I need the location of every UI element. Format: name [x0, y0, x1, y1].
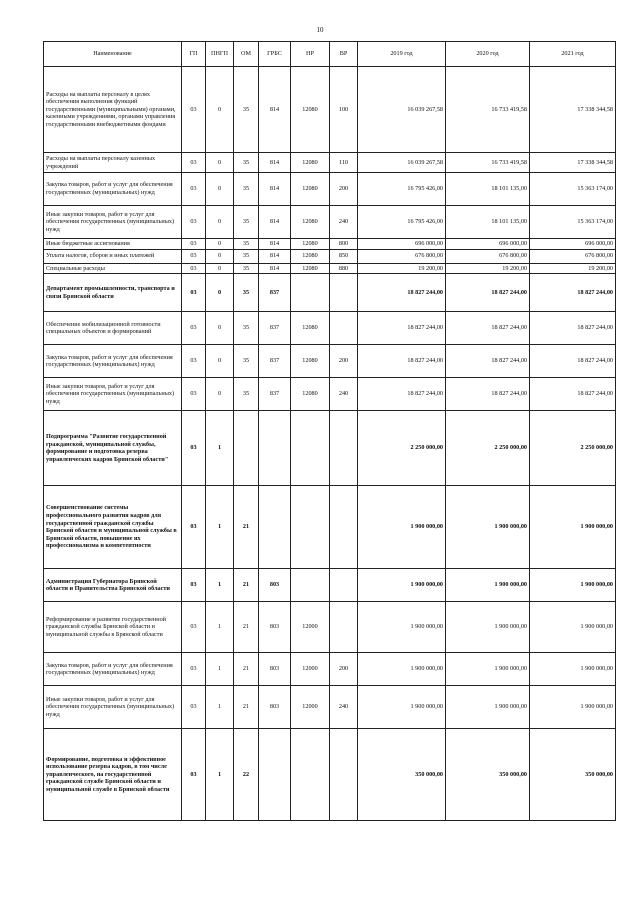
cell-grbs: 814: [259, 239, 291, 250]
cell-om: 35: [234, 206, 259, 239]
cell-vr: [330, 486, 358, 569]
cell-2020: 18 101 135,00: [446, 206, 530, 239]
table-row: [44, 602, 616, 653]
cell-vr: [330, 411, 358, 486]
cell-pngp: 1: [206, 569, 234, 602]
cell-grbs: 837: [259, 274, 291, 312]
page-number: 10: [316, 26, 324, 34]
cell-2019: 16 795 426,00: [358, 173, 446, 206]
cell-vr: 880: [330, 263, 358, 274]
cell-2020: 350 000,00: [446, 729, 530, 821]
cell-pngp: 1: [206, 653, 234, 686]
cell-nr: 12080: [291, 249, 330, 263]
cell-2019: 1 900 000,00: [358, 602, 446, 653]
cell-name: Иные закупки товаров, работ и услуг для обеспечения государственных (муниципальных) нужд: [44, 206, 182, 239]
cell-name: Закупка товаров, работ и услуг для обеспечения государственных (муниципальных) нужд: [44, 345, 182, 378]
header-2020: 2020 год: [446, 42, 530, 67]
cell-gp: 03: [182, 602, 206, 653]
cell-name: Закупка товаров, работ и услуг для обеспечения государственных (муниципальных) нужд: [44, 653, 182, 686]
cell-2021: 18 827 244,00: [530, 378, 616, 411]
cell-vr: 240: [330, 206, 358, 239]
cell-nr: [291, 486, 330, 569]
cell-vr: 850: [330, 249, 358, 263]
cell-grbs: 814: [259, 153, 291, 173]
cell-name: Администрация Губернатора Брянской области и Правительства Брянской области: [44, 569, 182, 602]
cell-pngp: 1: [206, 602, 234, 653]
cell-grbs: 814: [259, 263, 291, 274]
table-row: [44, 67, 616, 153]
header-pngp: ПНГП: [206, 42, 234, 67]
header-2019: 2019 год: [358, 42, 446, 67]
cell-2020: 2 250 000,00: [446, 411, 530, 486]
cell-pngp: 1: [206, 686, 234, 729]
cell-gp: 03: [182, 263, 206, 274]
cell-nr: 12080: [291, 153, 330, 173]
cell-2021: 1 900 000,00: [530, 686, 616, 729]
cell-2021: 1 900 000,00: [530, 486, 616, 569]
cell-grbs: 837: [259, 345, 291, 378]
cell-nr: [291, 729, 330, 821]
cell-2019: 350 000,00: [358, 729, 446, 821]
header-om: ОМ: [234, 42, 259, 67]
cell-gp: 03: [182, 67, 206, 153]
cell-vr: [330, 312, 358, 345]
cell-2021: 18 827 244,00: [530, 312, 616, 345]
cell-2021: 18 827 244,00: [530, 345, 616, 378]
cell-grbs: 814: [259, 67, 291, 153]
cell-nr: [291, 411, 330, 486]
table-row: [44, 345, 616, 378]
cell-pngp: 0: [206, 312, 234, 345]
cell-name: Закупка товаров, работ и услуг для обеспечения государственных (муниципальных) нужд: [44, 173, 182, 206]
cell-gp: 03: [182, 653, 206, 686]
cell-vr: 100: [330, 67, 358, 153]
cell-2021: 676 800,00: [530, 249, 616, 263]
cell-om: 21: [234, 569, 259, 602]
cell-pngp: 0: [206, 378, 234, 411]
cell-2019: 18 827 244,00: [358, 378, 446, 411]
cell-gp: 03: [182, 345, 206, 378]
cell-2019: 18 827 244,00: [358, 345, 446, 378]
cell-om: 35: [234, 312, 259, 345]
cell-name: Совершенствование системы профессионального развития кадров для государственной гражданской службы Брянской области и муниципальной службы в Брянской области, повышение их профессионализма и компетентности: [44, 486, 182, 569]
header-2021: 2021 год: [530, 42, 616, 67]
cell-om: 21: [234, 486, 259, 569]
cell-om: 35: [234, 153, 259, 173]
cell-2020: 1 900 000,00: [446, 686, 530, 729]
cell-2020: 18 827 244,00: [446, 378, 530, 411]
table-row: [44, 206, 616, 239]
table-row: [44, 312, 616, 345]
cell-2021: 1 900 000,00: [530, 569, 616, 602]
cell-name: Департамент промышленности, транспорта и связи Брянской области: [44, 274, 182, 312]
cell-2020: 18 827 244,00: [446, 274, 530, 312]
header-gp: ГП: [182, 42, 206, 67]
cell-2021: 17 338 344,58: [530, 67, 616, 153]
cell-vr: 200: [330, 173, 358, 206]
table-row: [44, 486, 616, 569]
cell-2020: 16 733 419,58: [446, 67, 530, 153]
cell-2019: 16 795 426,00: [358, 206, 446, 239]
cell-nr: 12000: [291, 653, 330, 686]
cell-grbs: 814: [259, 249, 291, 263]
cell-2020: 1 900 000,00: [446, 653, 530, 686]
cell-pngp: 0: [206, 263, 234, 274]
cell-nr: 12080: [291, 345, 330, 378]
cell-2021: 18 827 244,00: [530, 274, 616, 312]
cell-2019: 16 039 267,58: [358, 67, 446, 153]
cell-2021: 15 363 174,00: [530, 206, 616, 239]
cell-gp: 03: [182, 239, 206, 250]
cell-nr: [291, 569, 330, 602]
cell-pngp: 1: [206, 729, 234, 821]
cell-om: 21: [234, 653, 259, 686]
cell-2021: 1 900 000,00: [530, 653, 616, 686]
cell-grbs: 803: [259, 569, 291, 602]
header-vr: ВР: [330, 42, 358, 67]
cell-grbs: [259, 729, 291, 821]
cell-pngp: 1: [206, 411, 234, 486]
cell-pngp: 0: [206, 206, 234, 239]
cell-grbs: 803: [259, 686, 291, 729]
cell-gp: 03: [182, 411, 206, 486]
cell-om: 21: [234, 686, 259, 729]
cell-2020: 676 800,00: [446, 249, 530, 263]
cell-name: Иные бюджетные ассигнования: [44, 239, 182, 250]
cell-gp: 03: [182, 274, 206, 312]
cell-gp: 03: [182, 686, 206, 729]
cell-om: 22: [234, 729, 259, 821]
cell-nr: 12000: [291, 686, 330, 729]
cell-om: 35: [234, 345, 259, 378]
cell-2019: 18 827 244,00: [358, 274, 446, 312]
cell-name: Формирование, подготовка и эффективное использование резерва кадров, в том числе управленческого, на государственной гражданской службе Брянской области и муниципальной службе в Брянской области: [44, 729, 182, 821]
cell-nr: 12000: [291, 602, 330, 653]
cell-2019: 676 800,00: [358, 249, 446, 263]
cell-2019: 1 900 000,00: [358, 686, 446, 729]
cell-om: 35: [234, 249, 259, 263]
cell-vr: 200: [330, 653, 358, 686]
cell-vr: [330, 729, 358, 821]
table-row: [44, 729, 616, 821]
cell-2019: 16 039 267,58: [358, 153, 446, 173]
cell-vr: 240: [330, 686, 358, 729]
cell-om: 35: [234, 67, 259, 153]
cell-gp: 03: [182, 569, 206, 602]
cell-name: Специальные расходы: [44, 263, 182, 274]
cell-2020: 19 200,00: [446, 263, 530, 274]
cell-om: 35: [234, 274, 259, 312]
cell-vr: 110: [330, 153, 358, 173]
cell-grbs: 814: [259, 173, 291, 206]
cell-2020: 18 101 135,00: [446, 173, 530, 206]
table-row: [44, 378, 616, 411]
table-row: [44, 153, 616, 173]
cell-2020: 18 827 244,00: [446, 345, 530, 378]
cell-om: 35: [234, 239, 259, 250]
table-row: [44, 263, 616, 274]
cell-2021: 15 363 174,00: [530, 173, 616, 206]
cell-pngp: 0: [206, 67, 234, 153]
cell-grbs: 814: [259, 206, 291, 239]
header-nr: НР: [291, 42, 330, 67]
cell-2020: 1 900 000,00: [446, 602, 530, 653]
cell-2020: 696 000,00: [446, 239, 530, 250]
cell-nr: [291, 274, 330, 312]
cell-om: 21: [234, 602, 259, 653]
cell-2019: 19 200,00: [358, 263, 446, 274]
cell-gp: 03: [182, 729, 206, 821]
cell-name: Подпрограмма "Развитие государственной гражданской, муниципальной службы, формирование и подготовка резерва управленческих кадров Брянской области": [44, 411, 182, 486]
cell-vr: [330, 274, 358, 312]
cell-2020: 1 900 000,00: [446, 486, 530, 569]
cell-2021: 2 250 000,00: [530, 411, 616, 486]
table-row: [44, 653, 616, 686]
cell-nr: 12080: [291, 67, 330, 153]
cell-2021: 696 000,00: [530, 239, 616, 250]
cell-pngp: 0: [206, 345, 234, 378]
cell-vr: 800: [330, 239, 358, 250]
cell-nr: 12080: [291, 173, 330, 206]
cell-vr: 240: [330, 378, 358, 411]
cell-grbs: [259, 411, 291, 486]
cell-pngp: 0: [206, 274, 234, 312]
cell-grbs: 803: [259, 602, 291, 653]
cell-2020: 18 827 244,00: [446, 312, 530, 345]
cell-gp: 03: [182, 312, 206, 345]
cell-nr: 12080: [291, 239, 330, 250]
cell-name: Расходы на выплаты персоналу казенных учреждений: [44, 153, 182, 173]
cell-vr: [330, 569, 358, 602]
cell-name: Уплата налогов, сборов и иных платежей: [44, 249, 182, 263]
cell-vr: [330, 602, 358, 653]
cell-gp: 03: [182, 378, 206, 411]
table-row: [44, 274, 616, 312]
cell-name: Иные закупки товаров, работ и услуг для обеспечения государственных (муниципальных) нужд: [44, 378, 182, 411]
cell-2019: 18 827 244,00: [358, 312, 446, 345]
cell-pngp: 0: [206, 239, 234, 250]
cell-pngp: 0: [206, 153, 234, 173]
table-header-row: [44, 42, 616, 67]
cell-grbs: [259, 486, 291, 569]
cell-gp: 03: [182, 249, 206, 263]
table-row: [44, 239, 616, 250]
cell-vr: 200: [330, 345, 358, 378]
cell-nr: 12080: [291, 312, 330, 345]
cell-gp: 03: [182, 153, 206, 173]
cell-2020: 1 900 000,00: [446, 569, 530, 602]
cell-gp: 03: [182, 206, 206, 239]
cell-nr: 12080: [291, 263, 330, 274]
cell-pngp: 0: [206, 173, 234, 206]
table-row: [44, 411, 616, 486]
header-grbs: ГРБС: [259, 42, 291, 67]
cell-om: [234, 411, 259, 486]
cell-pngp: 0: [206, 249, 234, 263]
table-row: [44, 686, 616, 729]
table-row: [44, 569, 616, 602]
cell-2019: 1 900 000,00: [358, 653, 446, 686]
budget-table: [43, 41, 616, 821]
cell-grbs: 803: [259, 653, 291, 686]
cell-2021: 1 900 000,00: [530, 602, 616, 653]
cell-name: Реформирование и развитие государственной гражданской службы Брянской области и муниципальной службы в Брянской области: [44, 602, 182, 653]
header-name: Наименование: [44, 42, 182, 67]
cell-2021: 19 200,00: [530, 263, 616, 274]
cell-2019: 1 900 000,00: [358, 569, 446, 602]
cell-om: 35: [234, 378, 259, 411]
cell-pngp: 1: [206, 486, 234, 569]
cell-grbs: 837: [259, 378, 291, 411]
cell-2019: 1 900 000,00: [358, 486, 446, 569]
cell-name: Иные закупки товаров, работ и услуг для обеспечения государственных (муниципальных) нужд: [44, 686, 182, 729]
table-row: [44, 249, 616, 263]
cell-gp: 03: [182, 486, 206, 569]
cell-grbs: 837: [259, 312, 291, 345]
cell-nr: 12080: [291, 206, 330, 239]
cell-name: Расходы на выплаты персоналу в целях обеспечения выполнения функций государственными (муниципальными) органами, казенными учреждениями, органами управления государственными внебюджетными фондами: [44, 67, 182, 153]
cell-om: 35: [234, 263, 259, 274]
cell-gp: 03: [182, 173, 206, 206]
cell-name: Обеспечение мобилизационной готовности специальных объектов и формирований: [44, 312, 182, 345]
cell-2019: 696 000,00: [358, 239, 446, 250]
cell-om: 35: [234, 173, 259, 206]
cell-2020: 16 733 419,58: [446, 153, 530, 173]
cell-nr: 12080: [291, 378, 330, 411]
cell-2021: 350 000,00: [530, 729, 616, 821]
cell-2021: 17 338 344,58: [530, 153, 616, 173]
table-row: [44, 173, 616, 206]
cell-2019: 2 250 000,00: [358, 411, 446, 486]
